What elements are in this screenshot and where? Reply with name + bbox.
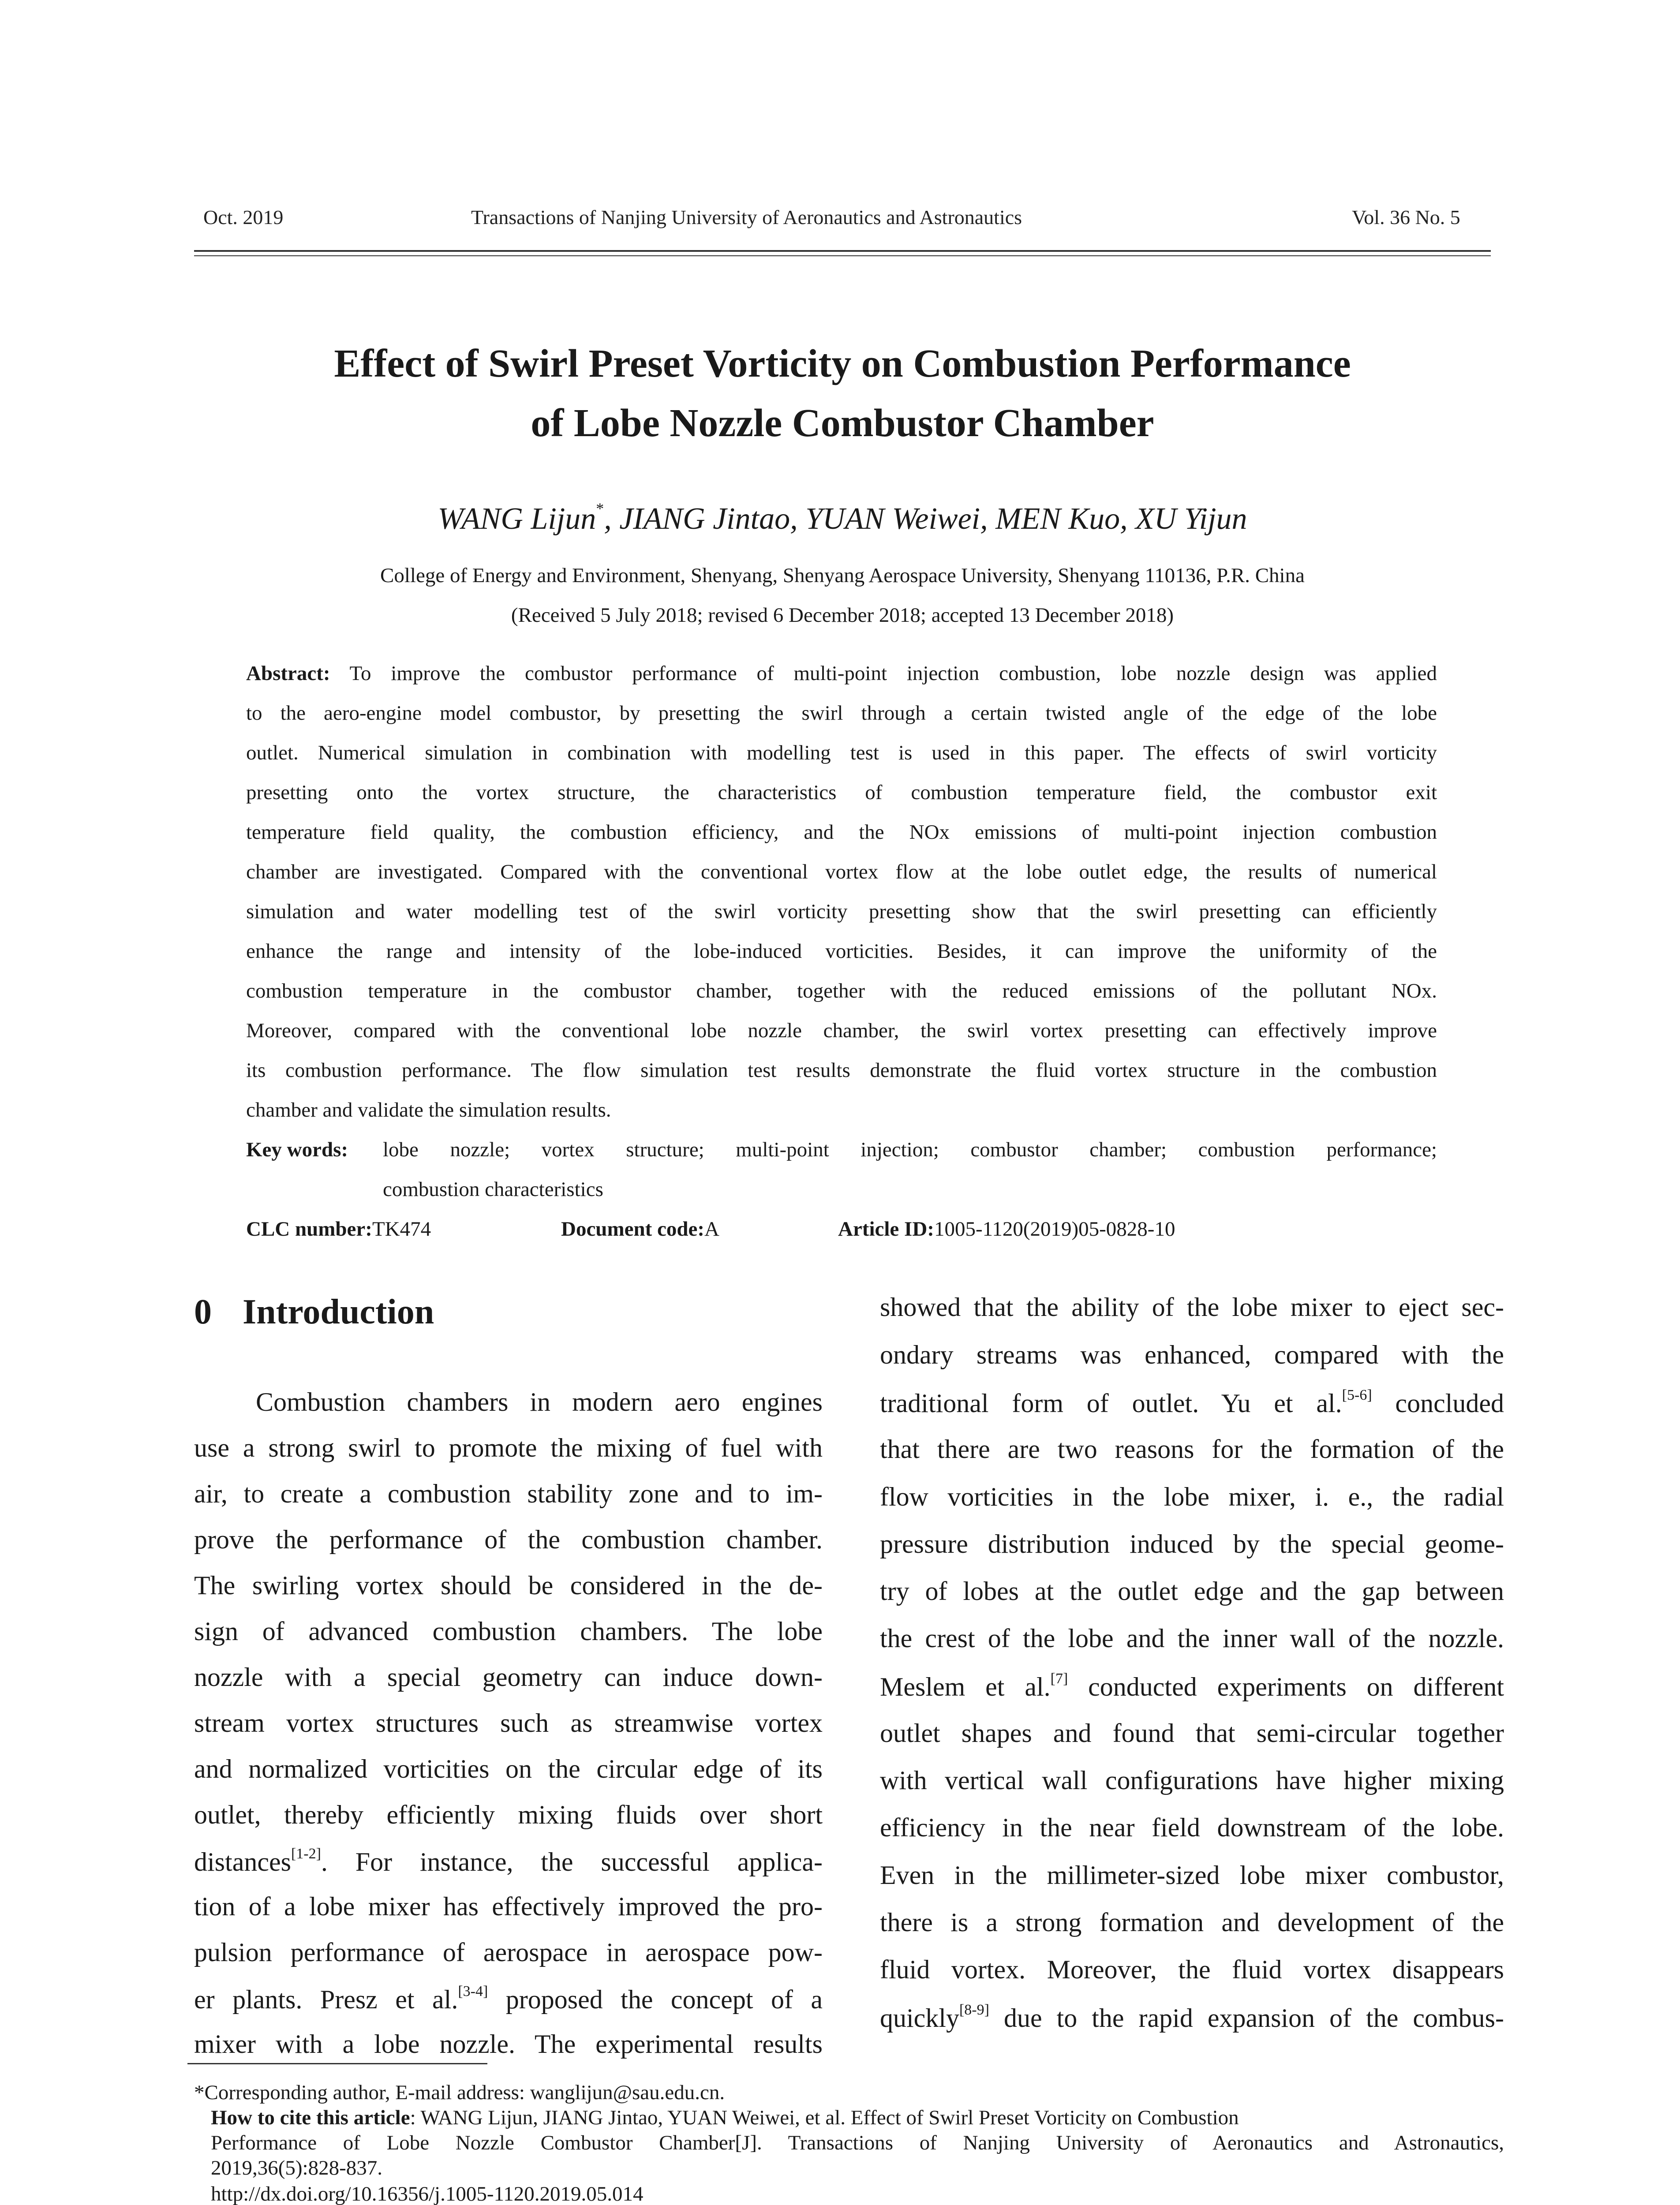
body-line: use a strong swirl to promote the mixing of fuel with bbox=[194, 1433, 823, 1462]
paper-title-line-1: Effect of Swirl Preset Vorticity on Combustion Performance bbox=[334, 342, 1351, 385]
body-text: quickly bbox=[880, 2003, 959, 2033]
article-id bbox=[838, 1217, 1175, 1241]
body-line: and normalized vorticities on the circular edge of its bbox=[194, 1754, 823, 1783]
body-line: stream vortex structures such as streamwise vortex bbox=[194, 1708, 823, 1738]
section-number: 0 bbox=[194, 1293, 212, 1331]
keywords-line-2: combustion characteristics bbox=[383, 1178, 603, 1201]
clc-number bbox=[246, 1217, 431, 1241]
body-line: pulsion performance of aerospace in aerospace pow- bbox=[194, 1938, 823, 1967]
body-line: ondary streams was enhanced, compared with the bbox=[880, 1340, 1504, 1369]
header-date: Oct. 2019 bbox=[203, 206, 284, 228]
citation-line-1 bbox=[211, 2106, 1239, 2130]
section-title: Introduction bbox=[243, 1293, 434, 1331]
citation-ref: [8-9] bbox=[959, 2002, 989, 2018]
citation-ref: [3-4] bbox=[458, 1983, 488, 1999]
body-line: flow vorticities in the lobe mixer, i. e., the radial bbox=[880, 1482, 1504, 1511]
cite-label: How to cite this article bbox=[211, 2106, 410, 2129]
received-dates: (Received 5 July 2018; revised 6 December 2018; accepted 13 December 2018) bbox=[511, 604, 1174, 627]
body-line bbox=[194, 1846, 823, 1877]
body-line: with vertical wall configurations have higher mixing bbox=[880, 1766, 1504, 1795]
header-volume: Vol. 36 No. 5 bbox=[1352, 206, 1460, 228]
body-line: Combustion chambers in modern aero engines bbox=[256, 1387, 823, 1416]
article-id-label: Article ID: bbox=[838, 1218, 934, 1241]
article-id-value: 1005-1120(2019)05-0828-10 bbox=[934, 1218, 1175, 1241]
doi-link[interactable]: http://dx.doi.org/10.16356/j.1005-1120.2019.05.014 bbox=[211, 2183, 644, 2205]
body-text: . For instance, the successful applica- bbox=[321, 1847, 823, 1876]
affiliation: College of Energy and Environment, Shenyang, Shenyang Aerospace University, Shenyang 110136, P.R. China bbox=[380, 564, 1305, 587]
abstract-line: its combustion performance. The flow simulation test results demonstrate the fluid vortex structure in the combustion bbox=[246, 1059, 1437, 1082]
document-code-value: A bbox=[704, 1218, 719, 1241]
body-text: er plants. Presz et al. bbox=[194, 1985, 458, 2014]
abstract-line: outlet. Numerical simulation in combination with modelling test is used in this paper. The effects of swirl vorticity bbox=[246, 741, 1437, 764]
citation-line-2: Performance of Lobe Nozzle Combustor Chamber[J]. Transactions of Nanjing University of Aeronautics and Astronautics, bbox=[211, 2131, 1504, 2154]
body-line: efficiency in the near field downstream of the lobe. bbox=[880, 1813, 1504, 1842]
footnote-rule bbox=[187, 2063, 487, 2064]
clc-value: TK474 bbox=[372, 1218, 431, 1241]
author-first: WANG Lijun bbox=[438, 502, 596, 536]
body-text: concluded bbox=[1372, 1389, 1504, 1418]
abstract-line: enhance the range and intensity of the lobe-induced vorticities. Besides, it can improve the uniformity of the bbox=[246, 940, 1437, 963]
body-line: outlet, thereby efficiently mixing fluids over short bbox=[194, 1800, 823, 1829]
body-line: sign of advanced combustion chambers. The lobe bbox=[194, 1617, 823, 1646]
header-journal: Transactions of Nanjing University of Aeronautics and Astronautics bbox=[471, 206, 1022, 228]
abstract-line: combustion temperature in the combustor chamber, together with the reduced emissions of the pollutant NOx. bbox=[246, 979, 1437, 1002]
abstract-line: Moreover, compared with the conventional lobe nozzle chamber, the swirl vortex presetting can effectively improve bbox=[246, 1019, 1437, 1042]
abstract-line bbox=[246, 662, 1437, 685]
citation-line-3: 2019,36(5):828-837. bbox=[211, 2156, 383, 2179]
citation-ref: [5-6] bbox=[1342, 1387, 1372, 1403]
header-rule bbox=[194, 250, 1491, 252]
keywords-line-1: lobe nozzle; vortex structure; multi-point injection; combustor chamber; combustion performance; bbox=[383, 1138, 1437, 1161]
abstract-label: Abstract: bbox=[246, 662, 330, 685]
body-line: pressure distribution induced by the special geome- bbox=[880, 1529, 1504, 1558]
body-text: traditional form of outlet. Yu et al. bbox=[880, 1389, 1342, 1418]
corresponding-mark: * bbox=[596, 500, 604, 517]
body-line: prove the performance of the combustion chamber. bbox=[194, 1525, 823, 1554]
body-line bbox=[194, 1983, 823, 2015]
document-code bbox=[561, 1217, 719, 1241]
cite-text: : WANG Lijun, JIANG Jintao, YUAN Weiwei, et al. Effect of Swirl Preset Vorticity on Combustion bbox=[410, 2106, 1239, 2129]
body-line bbox=[880, 2002, 1504, 2033]
body-text: Meslem et al. bbox=[880, 1672, 1051, 1701]
header-rule-thin bbox=[194, 255, 1491, 256]
body-line: tion of a lobe mixer has effectively improved the pro- bbox=[194, 1892, 823, 1921]
body-line: Even in the millimeter-sized lobe mixer combustor, bbox=[880, 1861, 1504, 1890]
abstract-line: temperature field quality, the combustion efficiency, and the NOx emissions of multi-point injection combustion bbox=[246, 821, 1437, 844]
document-code-label: Document code: bbox=[561, 1218, 705, 1241]
body-line: there is a strong formation and development of the bbox=[880, 1908, 1504, 1937]
abstract-text: To improve the combustor performance of multi-point injection combustion, lobe nozzle design was applied bbox=[349, 662, 1437, 685]
body-line bbox=[880, 1671, 1504, 1702]
paper-title-line-2: of Lobe Nozzle Combustor Chamber bbox=[531, 401, 1154, 445]
body-text: conducted experiments on different bbox=[1068, 1672, 1504, 1701]
body-line bbox=[880, 1387, 1504, 1419]
body-line: showed that the ability of the lobe mixer to eject sec- bbox=[880, 1293, 1504, 1322]
body-line: fluid vortex. Moreover, the fluid vortex disappears bbox=[880, 1955, 1504, 1984]
corresponding-author-note: *Corresponding author, E-mail address: wanglijun@sau.edu.cn. bbox=[194, 2081, 725, 2104]
body-line: try of lobes at the outlet edge and the gap between bbox=[880, 1577, 1504, 1606]
body-line: that there are two reasons for the formation of the bbox=[880, 1435, 1504, 1464]
body-line: mixer with a lobe nozzle. The experimental results bbox=[194, 2029, 823, 2059]
body-line: air, to create a combustion stability zone and to im- bbox=[194, 1479, 823, 1508]
citation-ref: [7] bbox=[1050, 1671, 1068, 1687]
body-line: outlet shapes and found that semi-circular together bbox=[880, 1719, 1504, 1748]
body-line: The swirling vortex should be considered in the de- bbox=[194, 1571, 823, 1600]
abstract-line: to the aero-engine model combustor, by presetting the swirl through a certain twisted angle of the edge of the lobe bbox=[246, 702, 1437, 725]
clc-label: CLC number: bbox=[246, 1218, 372, 1241]
author-list bbox=[194, 499, 1491, 537]
body-line: the crest of the lobe and the inner wall of the nozzle. bbox=[880, 1624, 1504, 1653]
section-heading bbox=[194, 1292, 434, 1332]
body-text: due to the rapid expansion of the combus- bbox=[989, 2003, 1504, 2033]
body-text: proposed the concept of a bbox=[488, 1985, 823, 2014]
body-text: distances bbox=[194, 1847, 291, 1876]
abstract-line: chamber are investigated. Compared with the conventional vortex flow at the lobe outlet edge, the results of numerical bbox=[246, 860, 1437, 883]
body-line: nozzle with a special geometry can induce down- bbox=[194, 1663, 823, 1692]
keywords-label: Key words: bbox=[246, 1138, 348, 1161]
abstract-line: presetting onto the vortex structure, the characteristics of combustion temperature field, the combustor exit bbox=[246, 781, 1437, 804]
abstract-line: chamber and validate the simulation results. bbox=[246, 1099, 611, 1121]
abstract-line: simulation and water modelling test of the swirl vorticity presetting show that the swirl presetting can efficiently bbox=[246, 900, 1437, 923]
author-rest: , JIANG Jintao, YUAN Weiwei, MEN Kuo, XU Yijun bbox=[604, 502, 1247, 536]
citation-ref: [1-2] bbox=[291, 1846, 321, 1862]
